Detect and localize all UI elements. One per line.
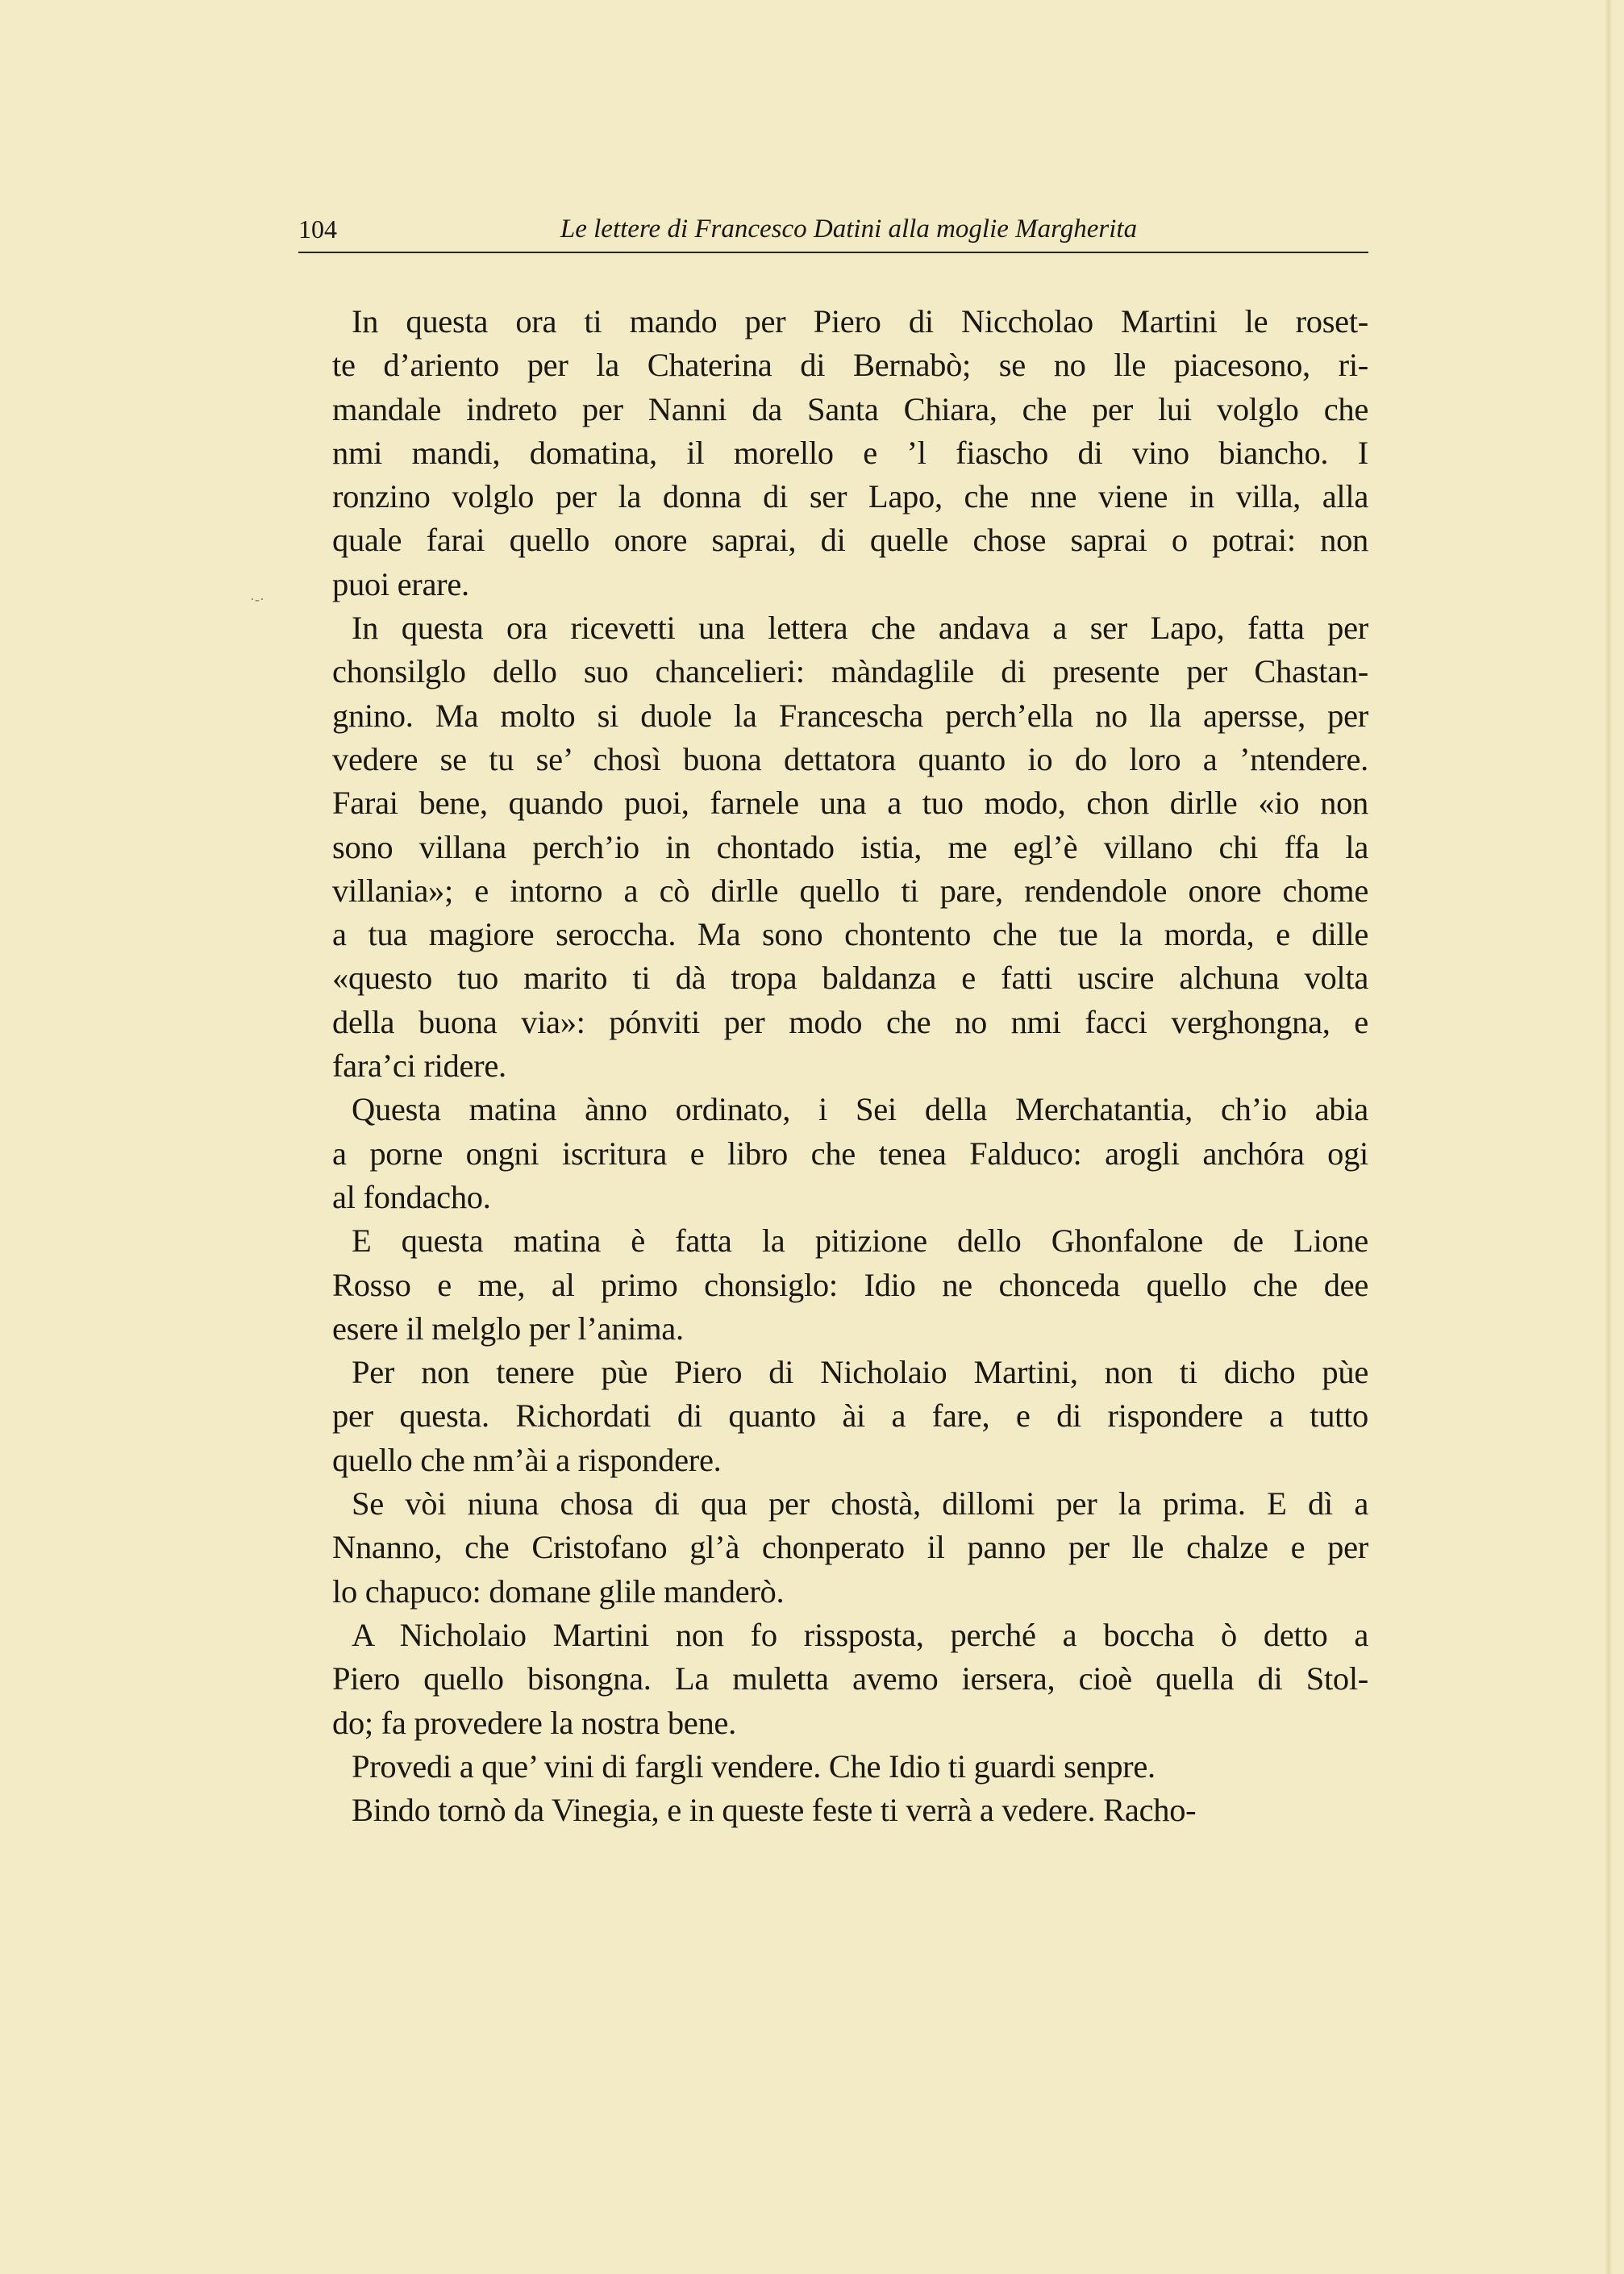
text-line: mandale indreto per Nanni da Santa Chiara, che per lui volglo che (332, 390, 1368, 427)
text-line: ronzino volglo per la donna di ser Lapo, che nne viene in villa, alla (332, 478, 1368, 515)
text-line: della buona via»: pónviti per modo che no nmi facci verghongna, e (332, 1003, 1368, 1040)
text-line: villania»; e intorno a cò dirlle quello ti pare, rendendole onore chome (332, 872, 1368, 909)
text-line: esere il melglo per l’anima. (332, 1310, 684, 1347)
text-line: A Nicholaio Martini non fo rissposta, perché a boccha ò detto a (352, 1616, 1368, 1653)
text-line: puoi erare. (332, 565, 469, 602)
text-line: Per non tenere pùe Piero di Nicholaio Martini, non ti dicho pùe (352, 1354, 1368, 1391)
text-line: Farai bene, quando puoi, farnele una a tuo modo, chon dirlle «io non (332, 785, 1368, 822)
text-line: do; fa provedere la nostra bene. (332, 1704, 736, 1741)
text-line: te d’ariento per la Chaterina di Bernabò; se no lle piacesono, ri- (332, 347, 1368, 384)
text-line: Se vòi niuna chosa di qua per chostà, dillomi per la prima. E dì a (352, 1485, 1368, 1522)
text-line: quello che nm’ài a rispondere. (332, 1441, 722, 1478)
text-line: al fondacho. (332, 1178, 491, 1215)
text-line: vedere se tu se’ chosì buona dettatora quanto io do loro a ’ntendere. (332, 740, 1368, 777)
text-line: lo chapuco: domane glile manderò. (332, 1572, 785, 1610)
text-line: chonsilglo dello suo chancelieri: màndaglile di presente per Chastan- (332, 653, 1368, 690)
text-line: Provedi a que’ vini di fargli vendere. Che Idio ti guardi senpre. (352, 1747, 1156, 1785)
text-line: Nnanno, che Cristofano gl’à chonperato il panno per lle chalze e per (332, 1529, 1368, 1566)
text-line: a porne ongni iscritura e libro che tenea Falduco: arogli anchóra ogi (332, 1135, 1368, 1172)
running-title: Le lettere di Francesco Datini alla moglie Margherita (560, 214, 1138, 244)
text-line: E questa matina è fatta la pitizione dello Ghonfalone de Lione (352, 1222, 1368, 1260)
text-line: gnino. Ma molto si duole la Francescha perch’ella no lla apersse, per (332, 697, 1368, 734)
text-line: Rosso e me, al primo chonsiglo: Idio ne chonceda quello che dee (332, 1266, 1368, 1303)
text-line: In questa ora ti mando per Piero di Niccholao Martini le roset- (352, 303, 1368, 339)
header-rule (298, 252, 1368, 253)
text-line: a tua magiore serocchа. Ma sono chontento che tue la morda, e dille (332, 916, 1368, 953)
text-line: fara’ci ridere. (332, 1047, 506, 1085)
text-line: «questo tuo marito ti dà tropa baldanza e fatti uscire alchuna volta (332, 960, 1368, 997)
text-line: In questa ora ricevetti una lettera che andava a ser Lapo, fatta per (352, 610, 1368, 647)
page-number: 104 (298, 214, 337, 244)
text-line: nmi mandi, domatina, il morello e ’l fiascho di vino biancho. I (332, 434, 1368, 471)
text-line: per questa. Richordati di quanto ài a fare, e di rispondere a tutto (332, 1397, 1368, 1435)
text-line: quale farai quello onore saprai, di quelle chose saprai o potrai: non (332, 522, 1368, 559)
text-line: Piero quello bisongna. La muletta avemo iersera, cioè quella di Stol- (332, 1660, 1368, 1697)
text-line: Questa matina ànno ordinato, i Sei della Merchatantia, ch’io abia (352, 1091, 1368, 1128)
margin-mark: ·‐· (250, 591, 264, 607)
text-line: sono villana perch’io in chontado istia, me egl’è villano chi ffa la (332, 828, 1368, 865)
text-line: Bindo tornò da Vinegia, e in queste feste ti verrà a vedere. Racho- (352, 1792, 1197, 1829)
running-head (298, 211, 1367, 252)
letter-body (332, 300, 1368, 1832)
